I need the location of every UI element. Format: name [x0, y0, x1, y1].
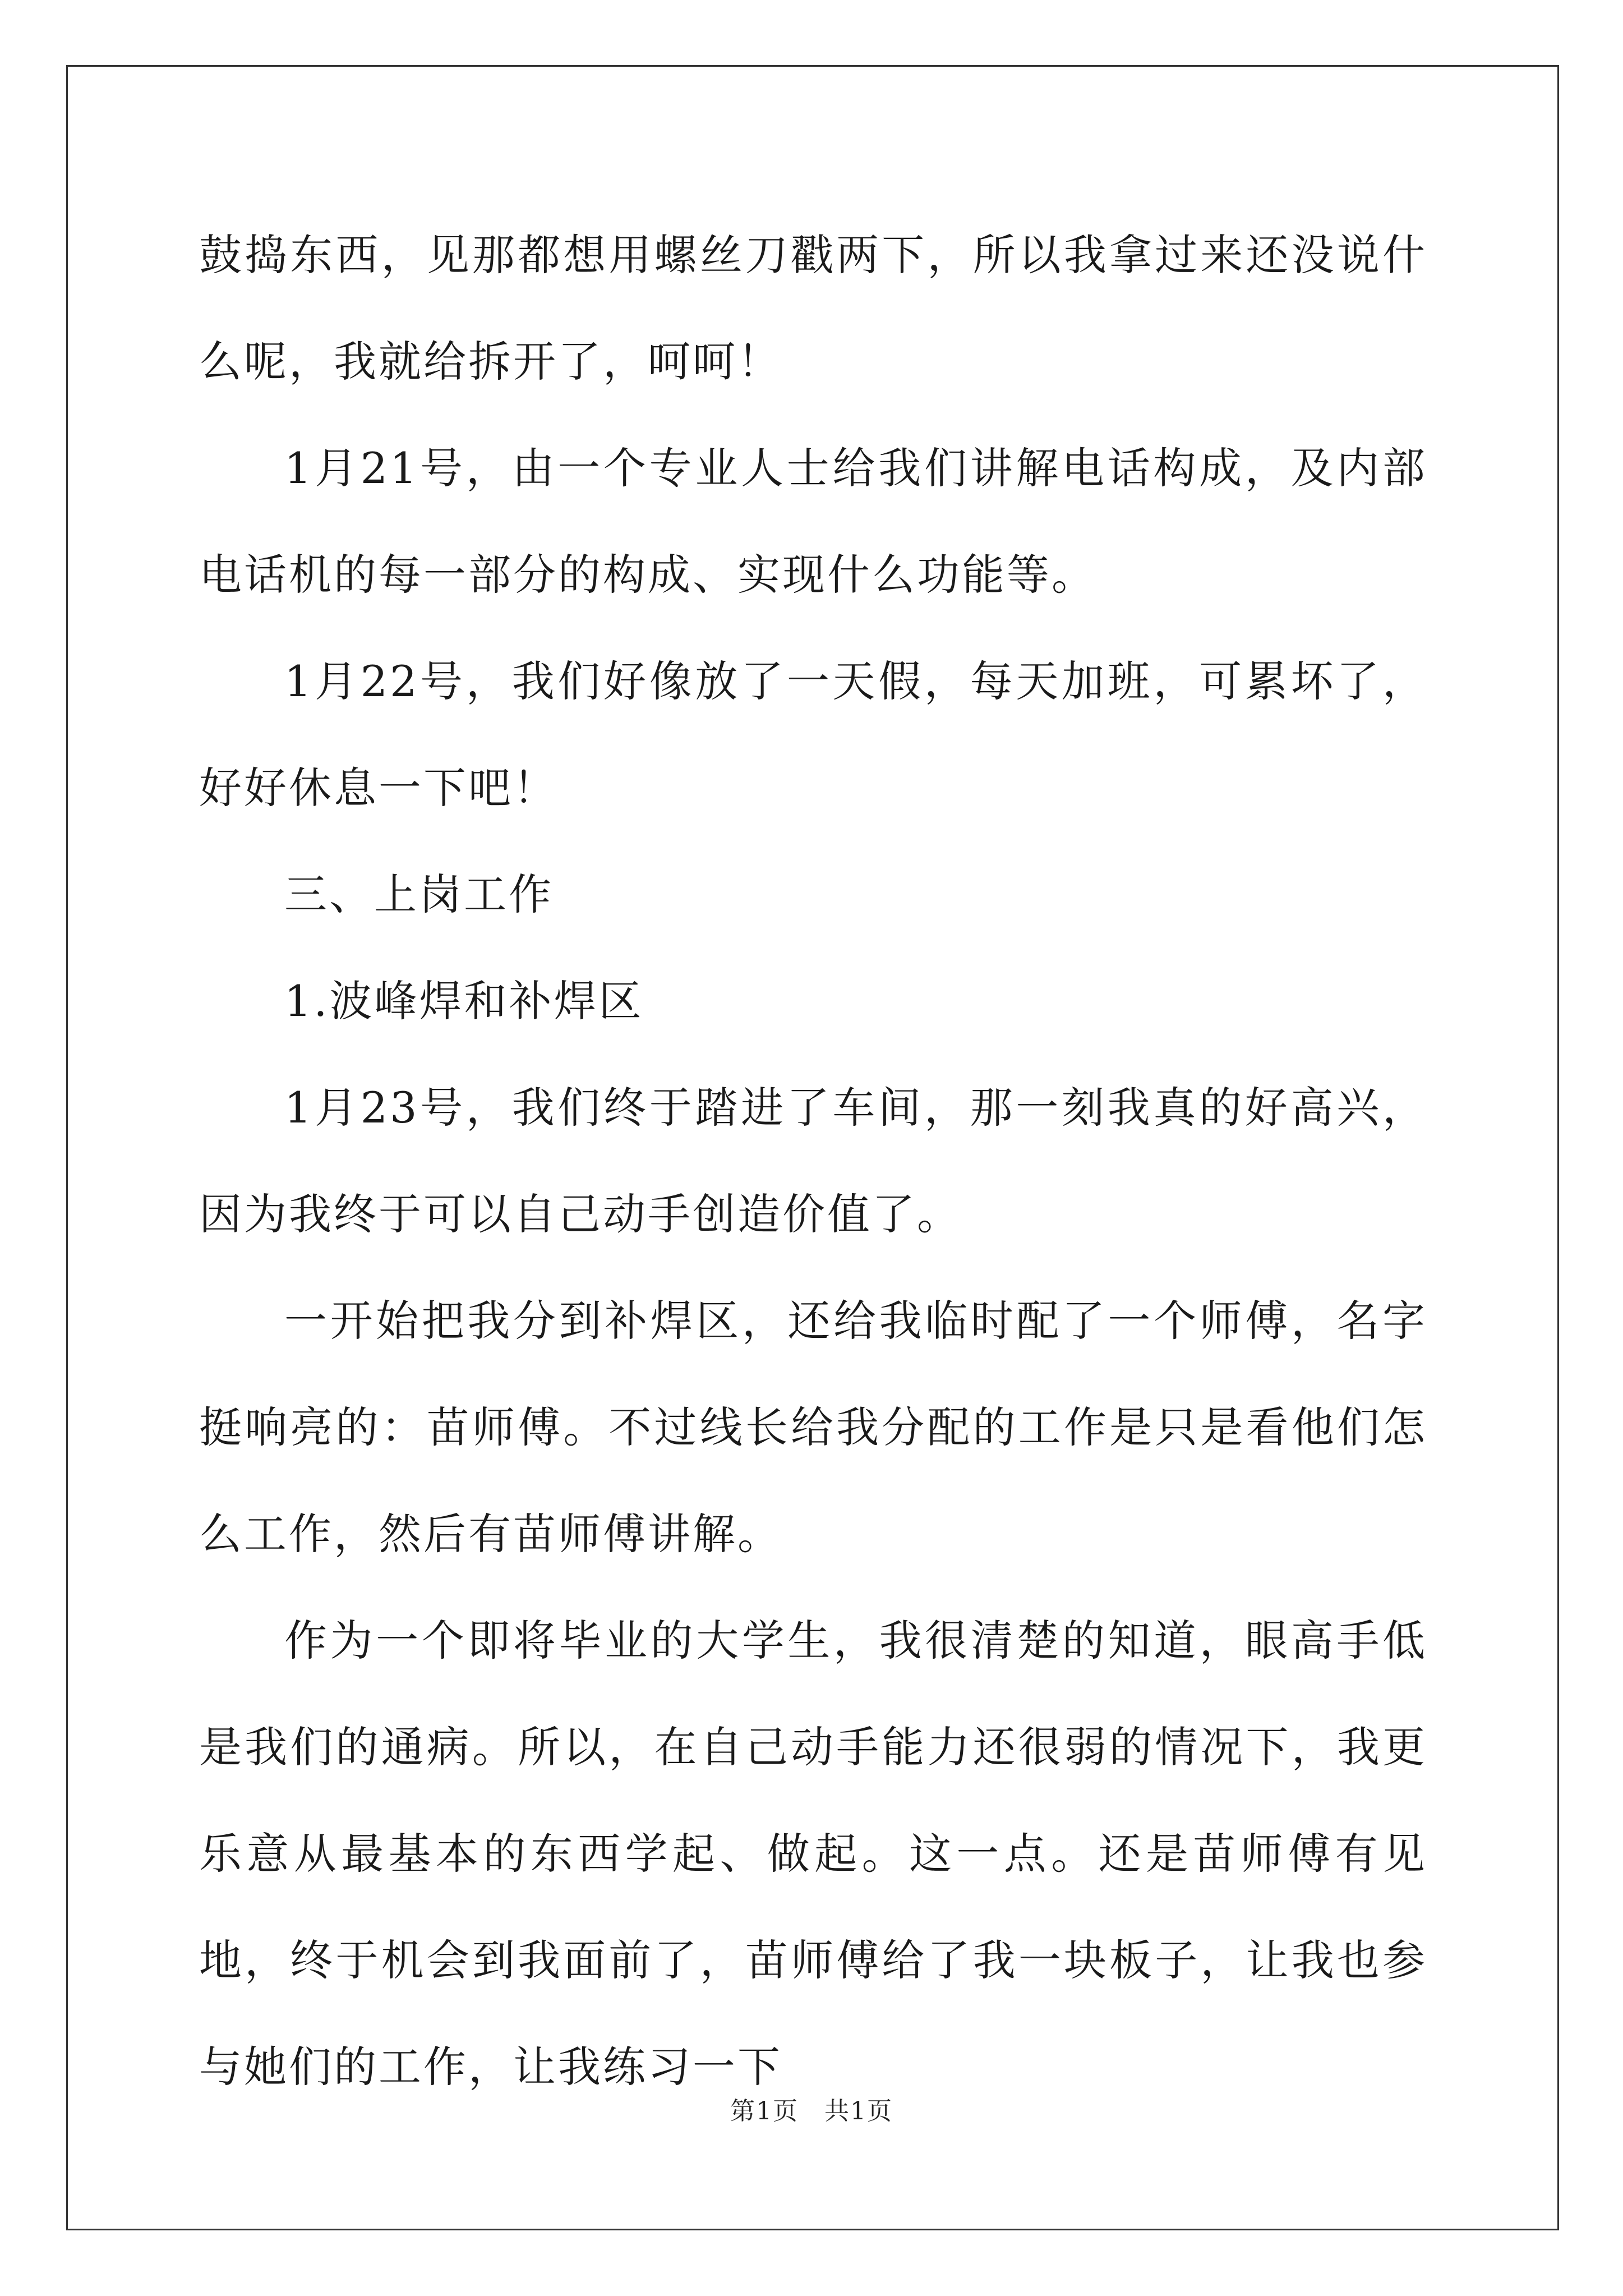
paragraph-3: 1月22号，我们好像放了一天假，每天加班，可累坏了，好好休息一下吧！ [199, 656, 1427, 813]
page-footer: 第1页 共1页 [730, 2097, 893, 2125]
paragraph-8: 作为一个即将毕业的大学生，我很清楚的知道，眼高手低是我们的通病。所以，在自己动手能力还很弱的情况下，我更乐意从最基本的东西学起、做起。这一点。还是苗师傅有见地，终于机会到我面前了，苗师傅给了我一块板子，让我也参与她们的工作，让我练习一下 [199, 1616, 1427, 2092]
section-heading: 三、上岗工作 [284, 869, 554, 919]
paragraph-1: 鼓捣东西，见那都想用螺丝刀戳两下，所以我拿过来还没说什么呢，我就给拆开了，呵呵！ [199, 230, 1427, 386]
subsection-heading: 1.波峰焊和补焊区 [284, 976, 644, 1026]
paragraph-6: 1月23号，我们终于踏进了车间，那一刻我真的好高兴，因为我终于可以自己动手创造价值了。 [199, 1083, 1427, 1239]
document-body [199, 202, 1427, 2120]
paragraph-2: 1月21号，由一个专业人士给我们讲解电话构成，及内部电话机的每一部分的构成、实现什么功能等。 [199, 443, 1427, 600]
paragraph-7: 一开始把我分到补焊区，还给我临时配了一个师傅，名字挺响亮的：苗师傅。不过线长给我分配的工作是只是看他们怎么工作，然后有苗师傅讲解。 [199, 1296, 1427, 1559]
